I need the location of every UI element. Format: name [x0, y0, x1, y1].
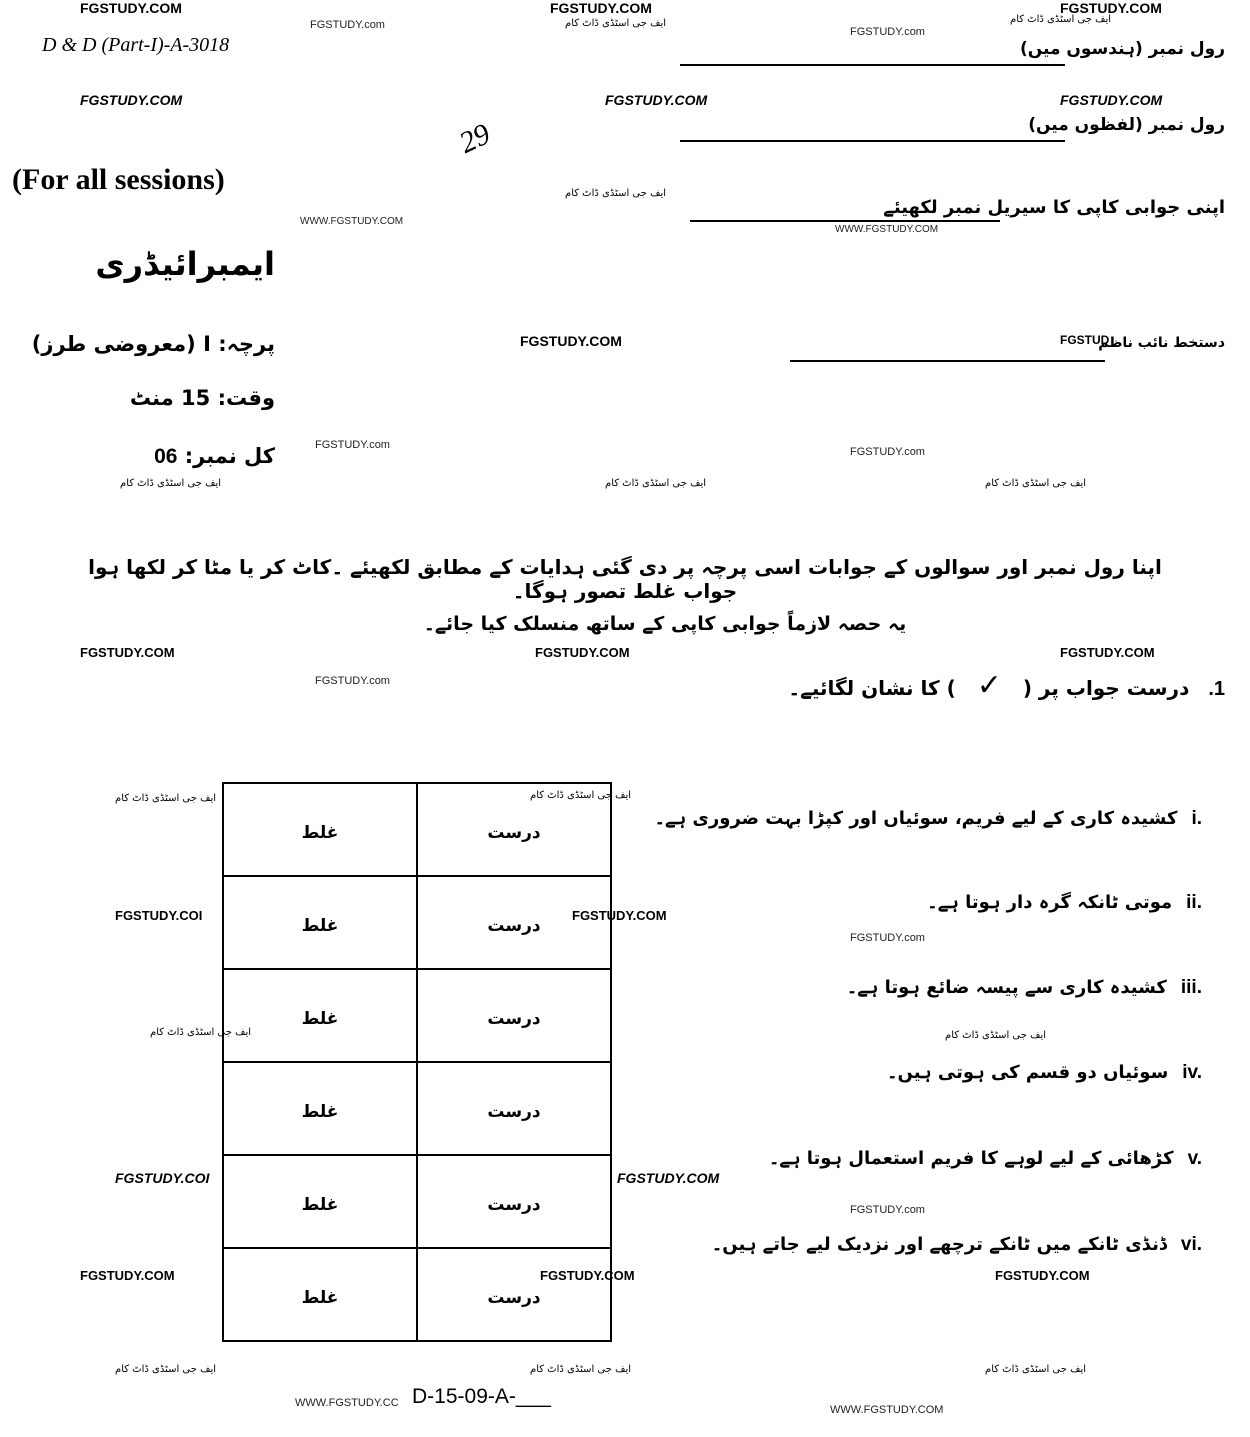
watermark: ایف جی اسٹڈی ڈاٹ کام [985, 1364, 1087, 1375]
statement-number: v. [1187, 1148, 1202, 1169]
watermark: ایف جی اسٹڈی ڈاٹ کام [985, 478, 1087, 489]
watermark: WWW.FGSTUDY.COM [835, 224, 939, 235]
false-option[interactable]: غلط [223, 969, 417, 1062]
true-option[interactable]: درست [417, 1062, 611, 1155]
total-marks [154, 444, 275, 469]
true-option[interactable]: درست [417, 876, 611, 969]
watermark: FGSTUDY.com [850, 1204, 925, 1216]
answer-row [223, 1248, 611, 1341]
watermark: FGSTUDY.COM [617, 1170, 720, 1186]
answer-row [223, 969, 611, 1062]
statement-item [769, 1148, 1202, 1170]
tick-icon: ✓ [976, 668, 1002, 703]
statement-text: کشیدہ کاری کے لیے فریم، سوئیاں اور کپڑا بہت ضروری ہے۔ [654, 808, 1178, 829]
statement-item [654, 808, 1202, 830]
watermark: ایف جی اسٹڈی ڈاٹ کام [150, 1027, 252, 1038]
roll-words-label: رول نمبر (لفظوں میں) [1028, 115, 1225, 135]
statement-item [712, 1234, 1202, 1256]
statement-text: کشیدہ کاری سے پیسہ ضائع ہوتا ہے۔ [846, 977, 1167, 998]
handwritten-note: 29 [454, 117, 496, 160]
false-option[interactable]: غلط [223, 1062, 417, 1155]
marks-label: کل نمبر: [184, 444, 275, 468]
watermark: FGSTUDY.COM [520, 333, 622, 349]
watermark: FGSTUDY.COM [540, 1268, 635, 1283]
watermark: FGSTUDY.COM [1060, 645, 1155, 660]
watermark: FGSTUD [1060, 333, 1110, 347]
answer-row [223, 876, 611, 969]
roll-digits-label: رول نمبر (ہندسوں میں) [1019, 39, 1225, 59]
statement-item [927, 892, 1202, 914]
watermark: ایف جی اسٹڈی ڈاٹ کام [1010, 14, 1112, 25]
time-value: 15 منٹ [129, 386, 211, 410]
signature-label: دستخط نائب ناظم [1098, 335, 1225, 351]
statement-text: موتی ٹانکہ گرہ دار ہوتا ہے۔ [927, 892, 1173, 913]
watermark: FGSTUDY.COM [605, 92, 708, 108]
watermark: FGSTUDY.COM [535, 645, 630, 660]
watermark: ایف جی اسٹڈی ڈاٹ کام [565, 18, 667, 29]
watermark: FGSTUDY.com [315, 675, 390, 687]
instructions-line-2: یہ حصہ لازماً جوابی کاپی کے ساتھ منسلک کیا جائے۔ [423, 613, 907, 635]
statement-text: ڈنڈی ٹانکے میں ٹانکے ترچھے اور نزدیک لیے جاتے ہیں۔ [711, 1234, 1167, 1255]
answer-row [223, 1062, 611, 1155]
question-text: درست جواب پر ( [1022, 676, 1190, 700]
instructions-line-1: اپنا رول نمبر اور سوالوں کے جوابات اسی پرچہ پر دی گئی ہدایات کے مطابق لکھیئے ۔کاٹ کر یا مٹا کر لکھا ہوا جواب غلط تصور ہوگا۔ [88, 555, 1162, 603]
footer-code: D-15-09-A-___ [412, 1385, 551, 1408]
question-text-end: ) کا نشان لگائیے۔ [788, 676, 956, 700]
answer-row [223, 783, 611, 876]
sessions-label: (For all sessions) [12, 163, 225, 196]
watermark: FGSTUDY.COM [1060, 92, 1163, 108]
time-allowed [130, 386, 275, 410]
watermark: ایف جی اسٹڈی ڈاٹ کام [530, 790, 632, 801]
watermark: FGSTUDY.COM [80, 1268, 175, 1283]
statement-text: سوئیاں دو قسم کی ہوتی ہیں۔ [886, 1062, 1169, 1083]
serial-input[interactable] [690, 220, 1000, 222]
question-heading [788, 668, 1225, 703]
true-option[interactable]: درست [417, 1155, 611, 1248]
watermark: ایف جی اسٹڈی ڈاٹ کام [945, 1030, 1047, 1041]
statement-item [847, 977, 1202, 999]
false-option[interactable]: غلط [223, 876, 417, 969]
statement-number: iv. [1182, 1062, 1202, 1083]
statement-number: iii. [1180, 977, 1202, 998]
watermark: WWW.FGSTUDY.COM [300, 216, 404, 227]
false-option[interactable]: غلط [223, 1155, 417, 1248]
watermark: FGSTUDY.COI [115, 1170, 210, 1186]
true-option[interactable]: درست [417, 783, 611, 876]
watermark: FGSTUDY.com [850, 26, 925, 38]
watermark: FGSTUDY.COI [115, 908, 203, 923]
watermark: ایف جی اسٹڈی ڈاٹ کام [115, 1364, 217, 1375]
paper-code: D & D (Part-I)-A-3018 [42, 34, 230, 56]
paper-type: پرچہ: I (معروضی طرز) [31, 332, 275, 356]
watermark: ایف جی اسٹڈی ڈاٹ کام [605, 478, 707, 489]
marks-value: 06 [154, 445, 178, 468]
watermark: WWW.FGSTUDY.COM [830, 1404, 944, 1416]
watermark: ایف جی اسٹڈی ڈاٹ کام [565, 188, 667, 199]
watermark: FGSTUDY.com [315, 439, 390, 451]
true-option[interactable]: درست [417, 1248, 611, 1341]
watermark: FGSTUDY.COM [80, 92, 183, 108]
subject-title: ایمبرائیڈری [95, 245, 275, 283]
time-label: وقت: [217, 386, 275, 410]
watermark: FGSTUDY.com [850, 932, 925, 944]
watermark: FGSTUDY.COM [1060, 0, 1162, 16]
watermark: FGSTUDY.COM [80, 645, 175, 660]
statement-number: i. [1191, 808, 1202, 829]
watermark: ایف جی اسٹڈی ڈاٹ کام [115, 793, 217, 804]
answer-row [223, 1155, 611, 1248]
question-number: 1. [1208, 678, 1225, 700]
watermark: FGSTUDY.com [310, 19, 385, 31]
watermark: FGSTUDY.COM [995, 1268, 1090, 1283]
signature-input[interactable] [790, 360, 1105, 362]
roll-digits-input[interactable] [680, 64, 1065, 66]
answer-table [222, 782, 612, 1342]
watermark: ایف جی اسٹڈی ڈاٹ کام [530, 1364, 632, 1375]
serial-label: اپنی جوابی کاپی کا سیریل نمبر لکھیئے [883, 197, 1225, 218]
statement-number: ii. [1186, 892, 1202, 913]
watermark: WWW.FGSTUDY.CC [295, 1397, 399, 1409]
watermark: FGSTUDY.COM [572, 908, 667, 923]
statement-text: کڑھائی کے لیے لوہے کا فریم استعمال ہوتا ہے۔ [768, 1148, 1174, 1169]
roll-words-input[interactable] [680, 140, 1065, 142]
false-option[interactable]: غلط [223, 1248, 417, 1341]
statement-number: vi. [1180, 1234, 1202, 1255]
statement-item [887, 1062, 1202, 1084]
true-option[interactable]: درست [417, 969, 611, 1062]
watermark: FGSTUDY.com [850, 446, 925, 458]
watermark: FGSTUDY.COM [550, 0, 652, 16]
false-option[interactable]: غلط [223, 783, 417, 876]
watermark: FGSTUDY.COM [80, 0, 182, 16]
watermark: ایف جی اسٹڈی ڈاٹ کام [120, 478, 222, 489]
